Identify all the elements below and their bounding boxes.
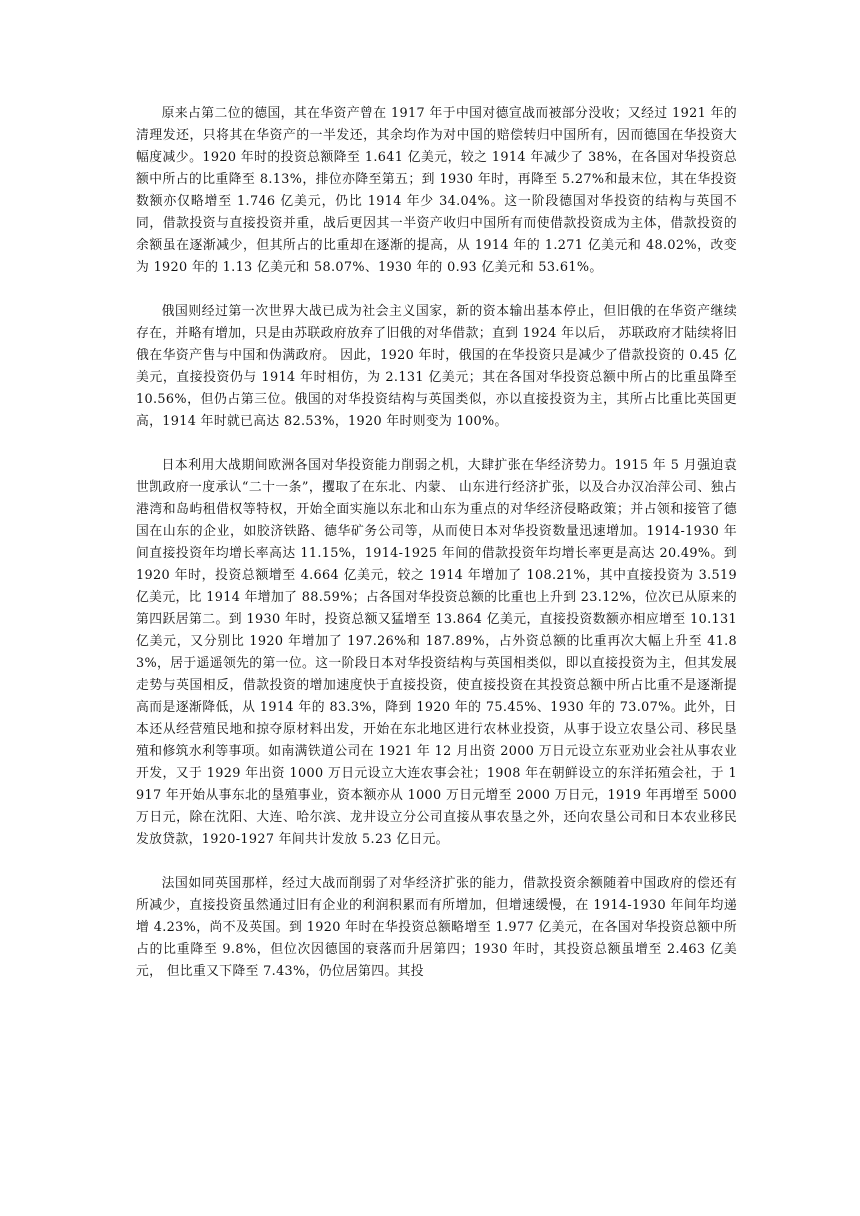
paragraph-japan: 日本利用大战期间欧洲各国对华投资能力削弱之机，大肆扩张在华经济势力。1915 年 5 月强迫袁世凯政府一度承认“二十一条”，攫取了在东北、内蒙、 山东进行经济扩张，以及合办汉冶萍公司、独占港湾和岛屿租借权等特权，开始全面实施以东北和山东为重点的对华经济侵略政策；并占领和接管了德国在山东的企业，如胶济铁路、德华矿务公司等，从而使日本对华投资数量迅速增加。1914-1930 年间直接投资年均增长率高达 11.15%，1914-1925 年间的借款投资年均增长率更是高达 20.49%。到 1920 年时，投资总额增至 4.664 亿美元，较之 1914 年增加了 108.21%，其中直接投资为 3.519 亿美元，比 1914 年增加了 88.59%；占各国对华投资总额的比重也上升到 23.12%，位次已从原来的第四跃居第二。到 1930 年时，投资总额又猛增至 13.864 亿美元，直接投资数额亦相应增至 10.131 亿美元，又分别比 1920 年增加了 197.26%和 187.89%，占外资总额的比重再次大幅上升至 41.83%，居于遥遥领先的第一位。这一阶段日本对华投资结构与英国相类似，即以直接投资为主，但其发展走势与英国相反，借款投资的增加速度快于直接投资，使直接投资在其投资总额中所占比重不是逐渐提高而是逐渐降低，从 1914 年的 83.3%，降到 1920 年的 75.45%、1930 年的 73.07%。此外，日本还从经营殖民地和掠夺原材料出发，开始在东北地区进行农林业投资，从事于设立农垦公司、移民垦殖和修筑水利等事项。如南满铁道公司在 1921 年 12 月出资 2000 万日元设立东亚劝业会社从事农业开发，又于 1929 年出资 1000 万日元设立大连农事会社；1908 年在朝鲜设立的东洋拓殖会社，于 1917 年开始从事东北的垦殖事业，资本额亦从 1000 万日元增至 2000 万日元，1919 年再增至 5000 万日元，除在沈阳、大连、哈尔滨、龙井设立分公司直接从事农垦之外，还向农垦公司和日本农业移民发放贷款，1920-1927 年间共计发放 5.23 亿日元。 <box>136 458 737 847</box>
paragraph-france: 法国如同英国那样，经过大战而削弱了对华经济扩张的能力，借款投资余额随着中国政府的偿还有所减少，直接投资虽然通过旧有企业的利润积累而有所增加，但增速缓慢，在 1914-1930 年间年均递增 4.23%，尚不及英国。到 1920 年时在华投资总额略增至 1.977 亿美元，在各国对华投资总额中所占的比重降至 9.8%，但位次因德国的衰落而升居第四；1930 年时，其投资总额虽增至 2.463 亿美元， 但比重又下降至 7.43%，仍位居第四。其投 <box>136 876 737 979</box>
paragraph-russia: 俄国则经过第一次世界大战已成为社会主义国家，新的资本输出基本停止，但旧俄的在华资产继续存在，并略有增加，只是由苏联政府放弃了旧俄的对华借款；直到 1924 年以后， 苏联政府才陆续将旧俄在华资产售与中国和伪满政府。 因此，1920 年时，俄国的在华投资只是减少了借款投资的 0.45 亿美元，直接投资仍与 1914 年时相仿，为 2.131 亿美元；其在各国对华投资总额中所占的比重虽降至 10.56%，但仍占第三位。俄国的对华投资结构与英国类似，亦以直接投资为主，其所占比重比英国更高，1914 年时就已高达 82.53%，1920 年时则变为 100%。 <box>136 304 737 429</box>
paragraph-germany: 原来占第二位的德国，其在华资产曾在 1917 年于中国对德宣战而被部分没收；又经过 1921 年的清理发还，只将其在华资产的一半发还，其余均作为对中国的赔偿转归中国所有，因而德国在华投资大幅度减少。1920 年时的投资总额降至 1.641 亿美元，较之 1914 年减少了 38%，在各国对华投资总额中所占的比重降至 8.13%，排位亦降至第五；到 1930 年时，再降至 5.27%和最末位，其在华投资数额亦仅略增至 1.746 亿美元，仍比 1914 年少 34.04%。这一阶段德国对华投资的结构与英国不同，借款投资与直接投资并重，战后更因其一半资产收归中国所有而使借款投资成为主体，借款投资的余额虽在逐渐减少，但其所占的比重却在逐渐的提高，从 1914 年的 1.271 亿美元和 48.02%，改变为 1920 年的 1.13 亿美元和 58.07%、1930 年的 0.93 亿美元和 53.61%。 <box>136 106 737 275</box>
document-body <box>136 103 737 983</box>
